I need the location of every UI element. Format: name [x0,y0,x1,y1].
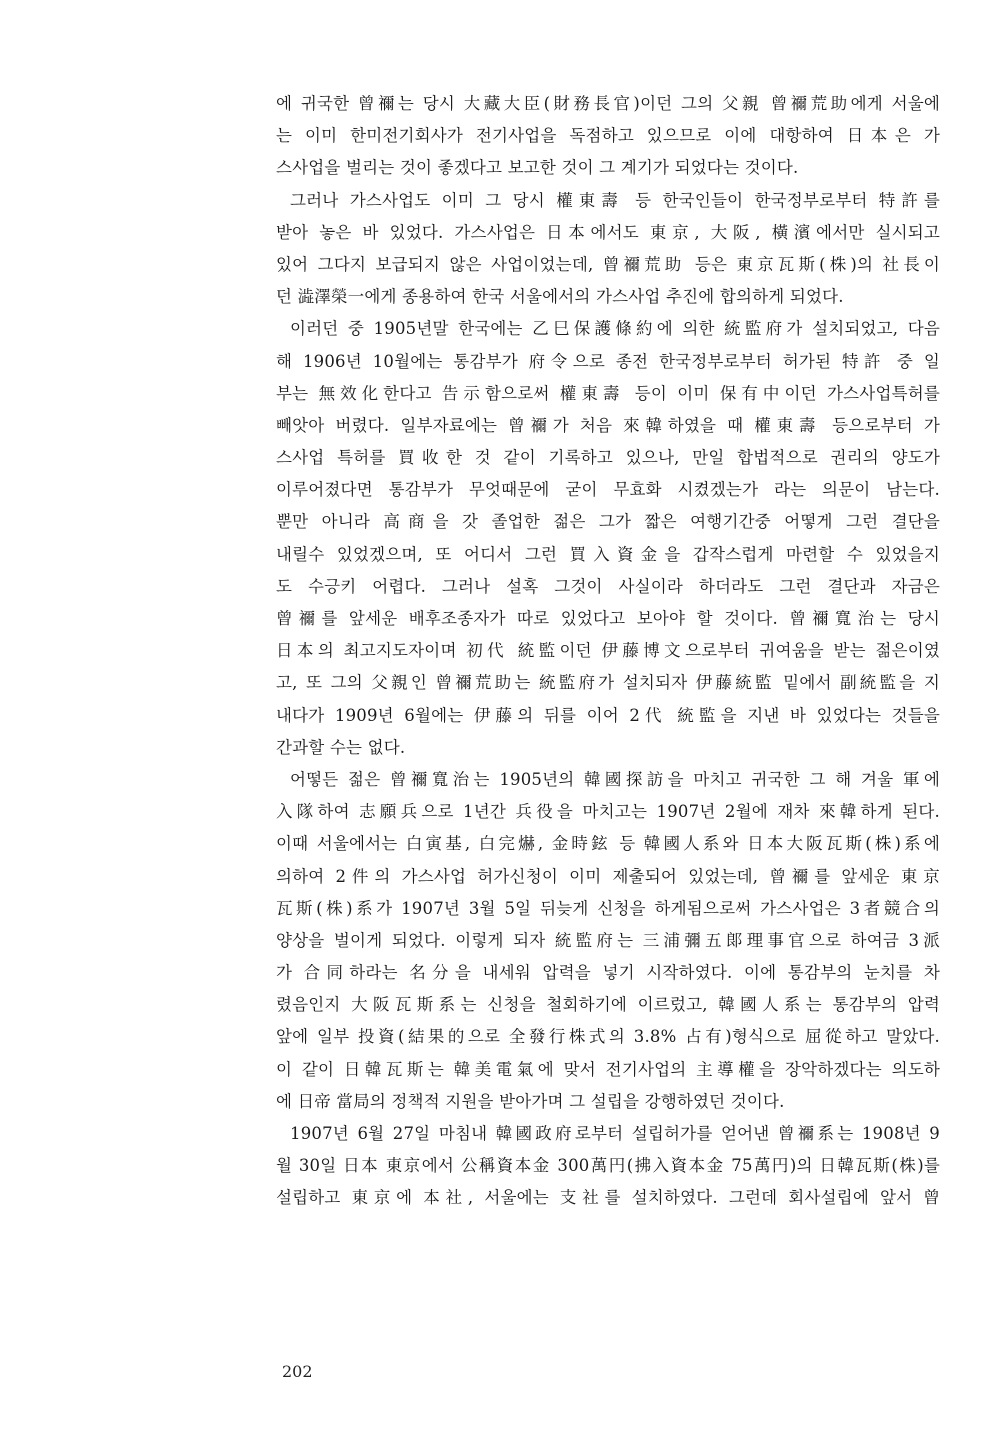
text-line: 양상을 벌이게 되었다. 이렇게 되자 統監府는 三浦彌五郞理事官으로 하여금 3派 [276,930,940,950]
text-line: 의하여 2件의 가스사업 허가신청이 이미 제출되어 있었는데, 曾禰를 앞세운 東京 [276,866,940,886]
body-text [276,88,940,1215]
text-line: 간과할 수는 없다. [276,737,406,757]
page-number: 202 [282,1362,313,1381]
text-line: 빼앗아 버렸다. 일부자료에는 曾禰가 처음 來韓하였을 때 權東壽 등으로부터 가 [276,415,940,435]
text-line: 어떻든 젊은 曾禰寬治는 1905년의 韓國探訪을 마치고 귀국한 그 해 겨울 軍에 [290,769,940,789]
text-line: 가 合同하라는 名分을 내세워 압력을 넣기 시작하였다. 이에 통감부의 눈치를 차 [276,963,940,983]
text-line: 入隊하여 志願兵으로 1년간 兵役을 마치고는 1907년 2월에 재차 來韓하게 된다. [276,802,940,822]
text-line: 있어 그다지 보급되지 않은 사업이었는데, 曾禰荒助 등은 東京瓦斯(株)의 社長이 [276,254,940,274]
text-line: 뿐만 아니라 高商을 갓 졸업한 젊은 그가 짧은 여행기간중 어떻게 그런 결단을 [276,512,940,532]
text-line: 그러나 가스사업도 이미 그 당시 權東壽 등 한국인들이 한국정부로부터 特許를 [290,190,940,210]
text-line: 스사업 특허를 買收한 것 같이 기록하고 있으나, 만일 합법적으로 권리의 양도가 [276,448,940,468]
text-line: 에 日帝 當局의 정책적 지원을 받아가며 그 설립을 강행하였던 것이다. [276,1091,785,1111]
text-line: 해 1906년 10월에는 통감부가 府令으로 종전 한국정부로부터 허가된 特許 중 일 [276,351,940,371]
text-line: 는 이미 한미전기회사가 전기사업을 독점하고 있으므로 이에 대항하여 日本은 가 [276,126,940,146]
text-line: 日本의 최고지도자이며 初代 統監이던 伊藤博文으로부터 귀여움을 받는 젊은이였 [276,641,940,661]
text-line: 내릴수 있었겠으며, 또 어디서 그런 買入資金을 갑작스럽게 마련할 수 있었을지 [276,544,940,564]
text-line: 받아 놓은 바 있었다. 가스사업은 日本에서도 東京, 大阪, 橫濱에서만 실시되고 [276,222,940,242]
text-line: 부는 無效化한다고 告示함으로써 權東壽 등이 이미 保有中이던 가스사업특허를 [276,383,940,403]
text-line: 이러던 중 1905년말 한국에는 乙巳保護條約에 의한 統監府가 설치되었고, 다음 [290,319,940,339]
text-line: 도 수긍키 어렵다. 그러나 설혹 그것이 사실이라 하더라도 그런 결단과 자금은 [276,576,940,596]
text-line: 던 澁澤榮一에게 종용하여 한국 서울에서의 가스사업 추진에 합의하게 되었다. [276,287,844,307]
text-line: 스사업을 벌리는 것이 좋겠다고 보고한 것이 그 계기가 되었다는 것이다. [276,158,799,178]
text-line: 이 같이 日韓瓦斯는 韓美電氣에 맞서 전기사업의 主導權을 장악하겠다는 의도하 [276,1059,940,1079]
text-line: 설립하고 東京에 本社, 서울에는 支社를 설치하였다. 그런데 회사설립에 앞서 曾 [276,1188,940,1208]
text-line: 월 30일 日本 東京에서 公稱資本金 300萬円(拂入資本金 75萬円)의 日韓瓦斯(株)를 [276,1156,940,1176]
text-line: 曾禰를 앞세운 배후조종자가 따로 있었다고 보아야 할 것이다. 曾禰寬治는 당시 [276,609,940,628]
text-line: 내다가 1909년 6월에는 伊藤의 뒤를 이어 2代 統監을 지낸 바 있었다는 것들을 [276,705,940,725]
text-line: 고, 또 그의 父親인 曾禰荒助는 統監府가 설치되자 伊藤統監 밑에서 副統監을 지 [276,673,940,693]
text-line: 렸음인지 大阪瓦斯系는 신청을 철회하기에 이르렀고, 韓國人系는 통감부의 압력 [276,995,940,1015]
text-line: 에 귀국한 曾禰는 당시 大藏大臣(財務長官)이던 그의 父親 曾禰荒助에게 서울에 [276,94,940,113]
text-line: 이루어졌다면 통감부가 무엇때문에 굳이 무효화 시켰겠는가 라는 의문이 남는다. [276,480,940,500]
text-line: 瓦斯(株)系가 1907년 3월 5일 뒤늦게 신청을 하게됨으로써 가스사업은 3者競合의 [276,898,940,918]
text-line: 앞에 일부 投資(結果的으로 全發行株式의 3.8% 占有)형식으로 屈從하고 말았다. [276,1027,940,1047]
text-line: 1907년 6월 27일 마침내 韓國政府로부터 설립허가를 얻어낸 曾禰系는 1908년 9 [290,1124,940,1143]
text-line: 이때 서울에서는 白寅基, 白完爀, 金時鉉 등 韓國人系와 日本大阪瓦斯(株)系에 [276,834,940,854]
